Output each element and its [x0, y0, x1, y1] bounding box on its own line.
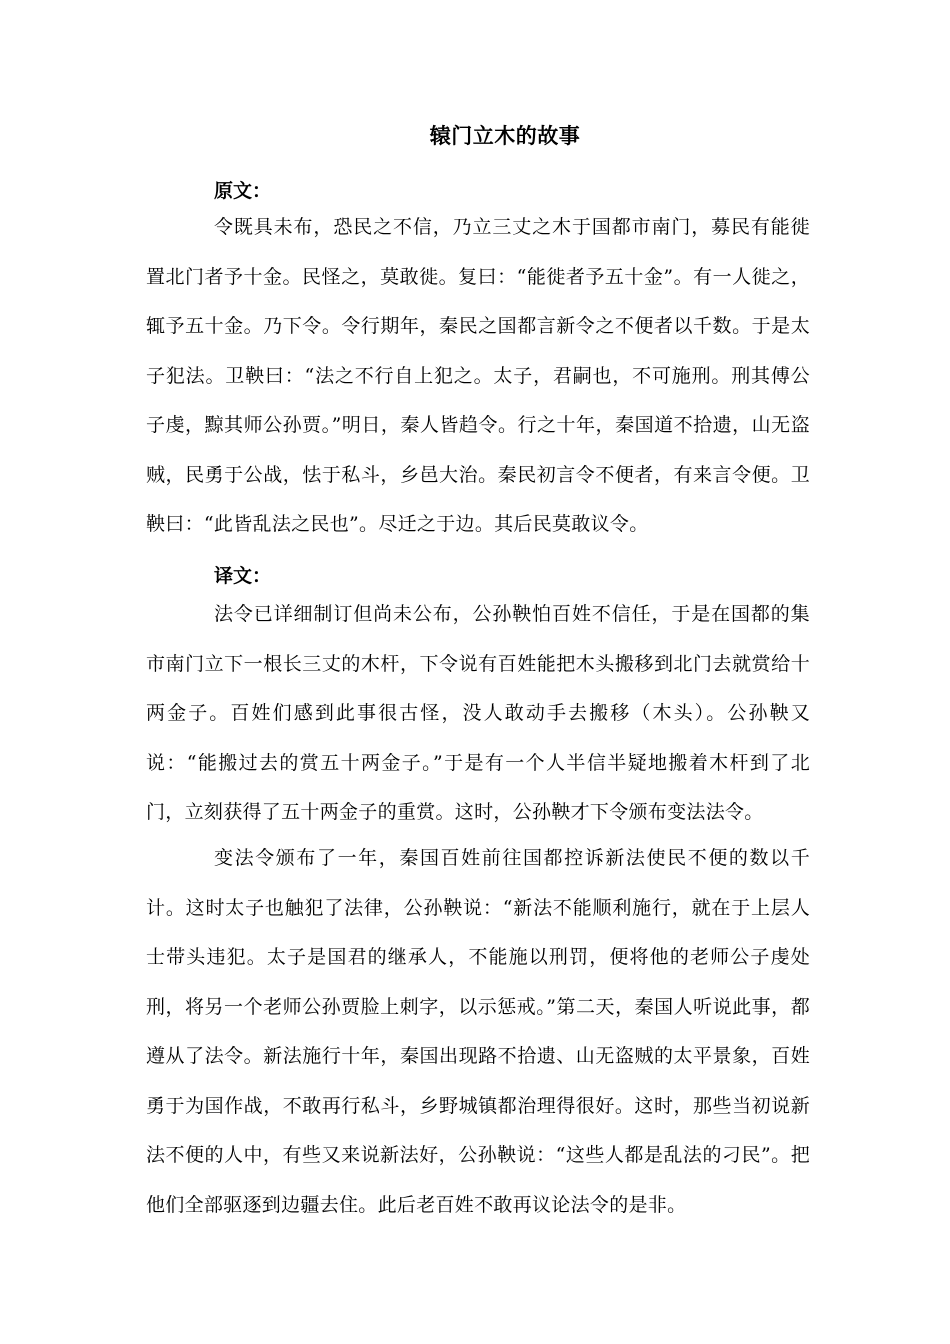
- translation-label: 译文：: [214, 565, 272, 587]
- original-text-label: 原文：: [214, 180, 272, 202]
- translation-paragraph-1: 法令已详细制订但尚未公布，公孙鞅怕百姓不信任，于是在国都的集市南门立下一根长三丈的木杆，下令说有百姓能把木头搬移到北门去就赏给十两金子。百姓们感到此事很古怪，没人敢动手去搬移（木头）。公孙鞅又说：“能搬过去的赏五十两金子。”于是有一个人半信半疑地搬着木杆到了北门，立刻获得了五十两金子的重赏。这时，公孙鞅才下令颁布变法法令。: [146, 603, 810, 823]
- document-title: 辕门立木的故事: [429, 124, 581, 148]
- translation-paragraph-2: 变法令颁布了一年，秦国百姓前往国都控诉新法使民不便的数以千计。这时太子也触犯了法律，公孙鞅说：“新法不能顺利施行，就在于上层人士带头违犯。太子是国君的继承人，不能施以刑罚，便将他的老师公子虔处刑，将另一个老师公孙贾脸上刺字，以示惩戒。”第二天，秦国人听说此事，都遵从了法令。新法施行十年，秦国出现路不拾遗、山无盗贼的太平景象，百姓勇于为国作战，不敢再行私斗，乡野城镇都治理得很好。这时，那些当初说新法不便的人中，有些又来说新法好，公孙鞅说：“这些人都是乱法的刁民”。把他们全部驱逐到边疆去住。此后老百姓不敢再议论法令的是非。: [146, 847, 810, 1216]
- original-text-paragraph: 令既具未布，恐民之不信，乃立三丈之木于国都市南门，募民有能徙置北门者予十金。民怪之，莫敢徙。复曰：“能徙者予五十金”。有一人徙之，辄予五十金。乃下令。令行期年，秦民之国都言新令之不便者以千数。于是太子犯法。卫鞅曰：“法之不行自上犯之。太子，君嗣也，不可施刑。刑其傅公子虔，黥其师公孙贾。”明日，秦人皆趋令。行之十年，秦国道不拾遗，山无盗贼，民勇于公战，怯于私斗，乡邑大治。秦民初言令不便者，有来言令便。卫鞅曰：“此皆乱法之民也”。尽迁之于边。其后民莫敢议令。: [146, 216, 810, 535]
